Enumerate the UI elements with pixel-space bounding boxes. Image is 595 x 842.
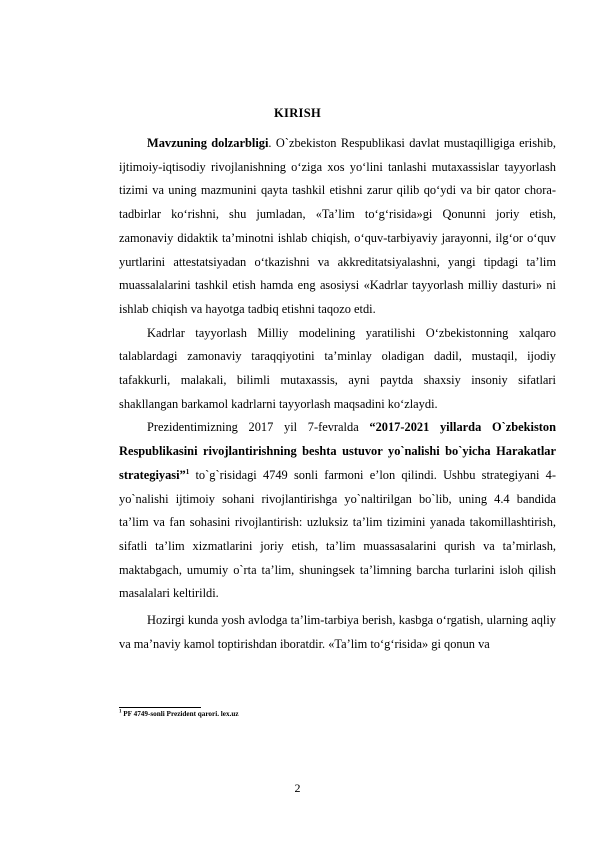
footnote-divider xyxy=(119,707,201,708)
paragraph-3-pre: Prezidentimizning 2017 yil 7-fevralda xyxy=(147,420,370,435)
paragraph-3-post: to`g`risidagi 4749 sonli farmoni e’lon qilindi. Ushbu strategiyani 4-yo`nalishi ijtimoiy sohani rivojlantirishga yo`naltirilgan bo`lib, uning 4.4 bandida ta’lim va fan sohasini rivojlantirish: uzluksiz ta’lim tizimini yanada takomillashtirish, sifatli ta’lim xizmatlarini joriy etish, ta’lim muassasalarini qurish va ta’mirlash, maktabgach, umumiy o`rta ta’lim, shuningsek ta’limning barcha turlarini isloh qilish masalalari keltirildi. xyxy=(119,467,556,601)
footnote-text: PF 4749-sonli Prezident qarori. lex.uz xyxy=(121,710,239,718)
footnote xyxy=(119,710,239,718)
footnote-ref[interactable]: 1 xyxy=(185,467,190,476)
page-number: 2 xyxy=(294,781,301,795)
section-title: KIRISH xyxy=(274,106,321,120)
paragraph-1-text: . O`zbekiston Respublikasi davlat mustaqilligiga erishib, ijtimoiy-iqtisodiy rivojlanishning o‘ziga xos yo‘lini tanlashi mutaxassislar tayyorlash tizimi va uning mazmunini qayta tashkil etishni zarur qilib qo‘ydi va bir qator chora- tadbirlar ko‘rishni, shu jumladan, «Ta’lim to‘g‘risida»gi Qonunni joriy etish, zamonaviy didaktik ta’minotni ishlab chiqish, o‘quv-tarbiyaviy jarayonni, ilg‘or o‘quv yurtlarini attestatsiyadan o‘tkazishni va akkreditatsiyalashni, yangi tipdagi ta’lim muassalalarini tashkil etish hamda eng asosiysi «Kadrlar tayyorlash milliy dasturi» ni ishlab chiqish va hayotga tadbiq etishni taqozo etdi. xyxy=(119,136,556,316)
paragraph-2: Kadrlar tayyorlash Milliy modelining yaratilishi O‘zbekistonning xalqaro talablardagi zamonaviy taraqqiyotini ta’minlay oladigan dadil, mustaqil, ijodiy tafakkurli, malakali, bilimli mutaxassis, ayni paytda shaxsiy insoniy sifatlari shakllangan barkamol kadrlarni tayyorlash maqsadini ko‘zlaydi. xyxy=(119,325,556,411)
paragraph-4: Hozirgi kunda yosh avlodga ta’lim-tarbiya berish, kasbga o‘rgatish, ularning aqliy va ma’naviy kamol toptirishdan iboratdir. «Ta’lim to‘g‘risida» gi qonun va xyxy=(119,613,556,651)
footnote-mark: 1 xyxy=(119,709,122,715)
paragraph-1-lead: Mavzuning dolzarbligi xyxy=(147,136,269,150)
paragraph-3-strategy-title: “2017-2021 yillarda O`zbekiston Respublikasini rivojlantirishning beshta ustuvor yo`nalishi bo`yicha Harakatlar strategiyasi”$^1$ xyxy=(119,420,556,482)
paragraph-1 xyxy=(119,132,556,322)
paragraph-3 xyxy=(119,416,556,606)
body-text xyxy=(119,132,556,656)
